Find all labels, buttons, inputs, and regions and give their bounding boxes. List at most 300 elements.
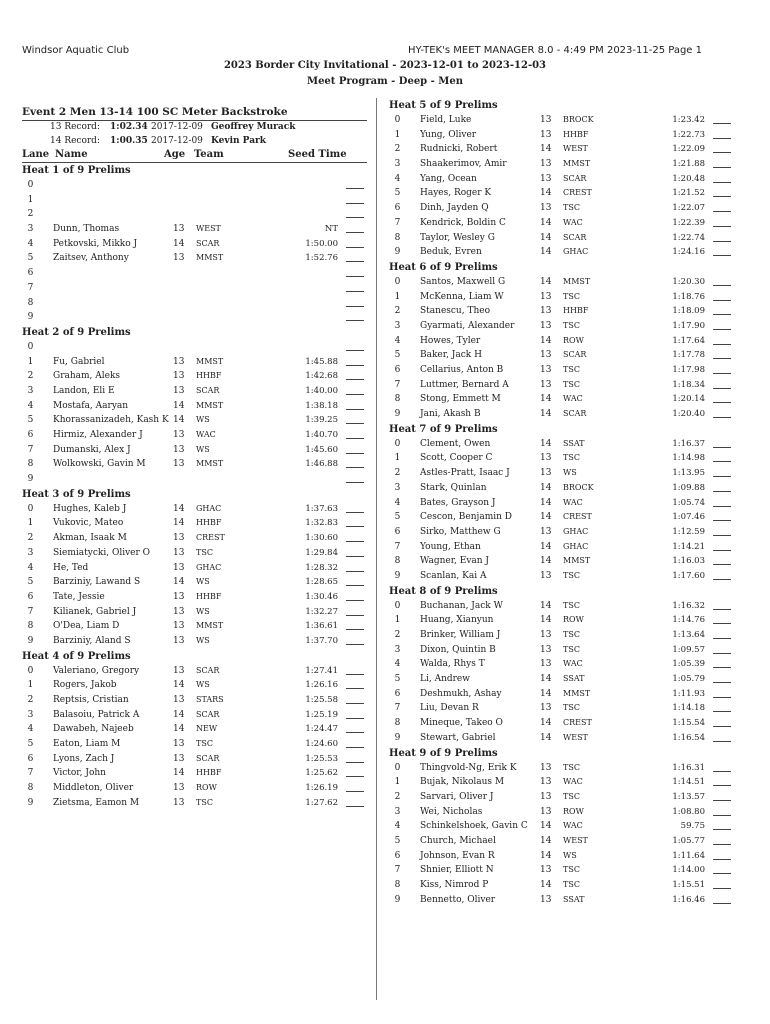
swimmer-name: Clement, Owen [420,438,491,449]
swimmer-age: 14 [540,674,552,685]
entry-row [22,693,367,708]
team-code: TSC [196,547,213,557]
seed-time: 1:14.51 [672,777,705,788]
entry-row [22,678,367,693]
swimmer-age: 14 [173,577,185,588]
swimmer-name: Schinkelshoek, Gavin C [420,821,528,832]
result-blank-line [713,226,731,227]
swimmer-name: Barziniy, Aland S [53,635,131,646]
entry-row [22,634,367,649]
swimmer-age: 13 [173,635,185,646]
team-code: WEST [563,732,588,742]
team-code: WS [196,606,210,616]
seed-time: 1:42.68 [305,371,338,382]
swimmer-name: Akman, Isaak M [53,533,127,544]
entry-row [22,251,367,266]
seed-time: 1:25.58 [305,695,338,705]
result-blank-line [713,623,731,624]
team-code: SCAR [563,173,587,183]
entry-row [389,716,734,731]
lane-number: 9 [394,570,401,581]
team-code: WS [563,850,577,860]
entry-row [389,687,734,702]
swimmer-name: Li, Andrew [420,674,470,685]
result-blank-line [713,138,731,139]
entry-row [389,319,734,334]
result-blank-line [346,482,364,483]
swimmer-name: Yang, Ocean [420,173,477,184]
team-code: WEST [563,144,588,154]
swimmer-age: 14 [173,680,185,691]
seed-time: 1:30.60 [305,533,338,544]
result-blank-line [713,564,731,565]
result-blank-line [713,682,731,683]
program-title: Meet Program - Deep - Men [307,76,463,87]
swimmer-age: 13 [540,630,552,640]
team-code: MMST [196,621,224,631]
team-code: TSC [563,865,580,875]
seed-time: 1:26.19 [305,783,338,794]
heat-title: Heat 8 of 9 Prelims [389,585,498,597]
result-blank-line [346,291,364,292]
swimmer-age: 14 [540,188,552,199]
team-code: HHBF [563,306,589,316]
entry-row [389,231,734,246]
entry-row [389,348,734,363]
swimmer-name: Sarvari, Oliver J [420,791,494,802]
swimmer-age: 14 [540,732,552,743]
swimmer-name: Beduk, Evren [420,247,482,258]
swimmer-age: 13 [173,606,185,617]
seed-time: 1:17.90 [672,320,705,331]
seed-time: 1:29.84 [305,547,338,558]
team-code: BROCK [563,482,594,492]
swimmer-name: Bujak, Nikolaus M [420,777,505,788]
team-code: SCAR [196,753,220,763]
swimmer-name: Zaitsev, Anthony [53,253,129,264]
swimmer-age: 13 [173,533,185,544]
entry-row [389,701,734,716]
seed-time: 1:40.70 [305,430,338,440]
team-code: ROW [563,806,584,816]
swimmer-age: 13 [540,526,552,537]
club-name: Windsor Aquatic Club [22,45,130,56]
lane-number: 6 [27,591,34,602]
swimmer-name: Shaakerimov, Amir [420,159,507,170]
lane-number: 0 [394,600,401,611]
swimmer-name: Wagner, Evan J [420,556,490,567]
swimmer-name: Dumanski, Alex J [53,444,131,455]
team-code: ROW [563,335,584,345]
lane-number: 1 [394,615,401,626]
lane-number: 7 [394,379,401,390]
swimmer-age: 14 [173,518,185,529]
swimmer-age: 13 [173,621,185,632]
left-heats [22,163,367,811]
swimmer-age: 14 [540,335,552,346]
swimmer-age: 13 [173,591,185,602]
seed-time: 1:15.51 [672,880,705,890]
team-code: WAC [563,659,583,669]
heat-title: Heat 1 of 9 Prelims [22,165,131,176]
lane-number: 7 [27,768,34,779]
result-blank-line [713,697,731,698]
lane-number: 9 [394,409,401,420]
result-blank-line [346,247,364,248]
lane-number: 6 [27,430,34,440]
result-blank-line [346,585,364,586]
lane-number: 9 [27,474,34,485]
swimmer-name: Young, Ethan [420,541,481,552]
lane-number: 6 [394,203,401,214]
swimmer-age: 13 [173,783,185,794]
seed-time: 1:30.46 [305,591,338,602]
swimmer-name: Taylor, Wesley G [420,232,495,243]
team-code: STARS [196,695,224,704]
team-code: HHBF [196,371,222,381]
heat-title: Heat 2 of 9 Prelims [22,326,131,338]
seed-time: 1:22.07 [672,203,705,214]
team-code: WS [196,415,210,425]
team-code: TSC [563,880,580,889]
swimmer-name: Santos, Maxwell G [420,276,506,287]
swimmer-name: Siemiatycki, Oliver O [53,547,151,558]
swimmer-age: 14 [540,276,552,287]
swimmer-age: 13 [173,695,185,705]
swimmer-age: 13 [540,320,552,331]
swimmer-name: Dawabeh, Najeeb [53,724,134,735]
event-title: Event 2 Men 13-14 100 SC Meter Backstroke [22,106,367,121]
swimmer-name: Dinh, Jayden Q [420,203,489,214]
heat-title: Heat 5 of 9 Prelims [389,100,498,111]
entry-row [389,805,734,820]
seed-time: 1:13.57 [672,791,705,802]
team-code: TSC [563,570,580,580]
entry-row [389,275,734,290]
entry-row [22,722,367,737]
header-team: Team [194,149,224,160]
result-blank-line [346,644,364,645]
entry-row [389,157,734,172]
result-blank-line [346,438,364,439]
entry-row [389,863,734,878]
lane-number: 4 [394,173,401,184]
result-blank-line [713,196,731,197]
entry-row [22,664,367,679]
entry-row [22,340,367,355]
lane-number: 3 [27,547,34,558]
lane-number: 1 [394,453,401,464]
entry-row [389,849,734,864]
lane-number: 7 [27,444,34,455]
swimmer-age: 13 [173,739,185,750]
lane-number: 7 [27,606,34,617]
result-blank-line [346,703,364,704]
swimmer-name: Reptsis, Cristian [53,695,129,705]
swimmer-name: Rudnicki, Robert [420,144,498,155]
record-date: 2017-12-09 [151,122,203,132]
team-code: MMST [196,400,224,410]
lane-number: 5 [394,835,401,846]
result-blank-line [346,188,364,189]
record-row [22,135,367,149]
team-code: SSAT [563,894,585,904]
lane-number: 0 [27,180,34,190]
lane-number: 3 [394,159,401,170]
team-code: CREST [563,188,592,198]
result-blank-line [346,629,364,630]
result-blank-line [713,344,731,345]
swimmer-age: 13 [540,453,552,464]
lane-number: 7 [394,217,401,228]
swimmer-name: Luttmer, Bernard A [420,379,509,390]
seed-time: 1:18.34 [672,379,705,390]
entry-row [389,334,734,349]
swimmer-name: He, Ted [53,562,89,573]
swimmer-age: 14 [540,144,552,155]
swimmer-age: 13 [173,385,185,396]
swimmer-age: 14 [173,768,185,779]
entry-row [389,790,734,805]
swimmer-age: 13 [540,173,552,184]
seed-time: 1:16.37 [672,438,705,449]
result-blank-line [713,402,731,403]
seed-time: 1:14.18 [672,703,705,714]
team-code: CREST [563,718,592,728]
team-code: SCAR [196,385,220,395]
swimmer-name: Kilianek, Gabriel J [53,606,137,617]
swimmer-age: 14 [173,415,185,426]
entry-row [389,496,734,511]
swimmer-name: Petkovski, Mikko J [53,238,138,249]
team-code: TSC [563,203,580,213]
seed-time: 1:20.14 [672,394,705,405]
swimmer-age: 14 [173,400,185,411]
right-heats [389,98,734,907]
entry-row [389,628,734,643]
team-code: WAC [196,430,216,439]
team-code: SCAR [196,709,220,719]
swimmer-age: 14 [540,821,552,832]
entry-row [22,531,367,546]
team-code: MMST [196,356,224,366]
result-blank-line [346,453,364,454]
result-blank-line [713,314,731,315]
result-blank-line [713,447,731,448]
lane-number: 3 [27,385,34,396]
result-blank-line [346,409,364,410]
swimmer-age: 13 [173,253,185,264]
swimmer-name: O'Dea, Liam D [53,621,120,632]
lane-number: 6 [394,850,401,861]
team-code: MMST [196,253,224,263]
seed-time: 1:05.39 [672,659,705,670]
team-code: TSC [563,365,580,374]
swimmer-age: 14 [173,503,185,514]
entry-row [389,363,734,378]
right-column [389,98,734,907]
header-seed: Seed Time [288,149,347,160]
seed-time: 1:13.64 [672,630,705,640]
team-code: SCAR [196,238,220,248]
lane-number: 1 [394,291,401,302]
swimmer-name: Wolkowski, Gavin M [53,459,146,470]
seed-time: 1:22.74 [672,232,705,243]
seed-time: 1:17.60 [672,570,705,581]
seed-time: 1:24.16 [672,247,705,258]
swimmer-name: Hirmiz, Alexander J [53,430,143,440]
entry-row [22,207,367,222]
entry-row [22,222,367,237]
swimmer-name: Bates, Grayson J [420,497,496,508]
swimmer-age: 13 [540,159,552,170]
result-blank-line [713,329,731,330]
result-blank-line [346,718,364,719]
swimmer-name: Tate, Jessie [53,591,105,602]
result-blank-line [713,711,731,712]
swimmer-age: 13 [173,459,185,470]
lane-number: 2 [27,533,34,544]
seed-time: 1:37.63 [305,503,338,514]
result-blank-line [713,167,731,168]
result-blank-line [346,394,364,395]
entry-row [389,672,734,687]
result-blank-line [713,535,731,536]
swimmer-name: Kendrick, Boldin C [420,217,506,228]
entry-row [22,178,367,193]
result-blank-line [713,358,731,359]
lane-number: 2 [394,306,401,317]
seed-time: 1:09.88 [672,482,705,493]
entry-row [389,172,734,187]
entry-row [22,443,367,458]
team-code: TSC [563,703,580,713]
entry-row [22,752,367,767]
team-code: BROCK [563,115,594,124]
swimmer-name: Vukovic, Mateo [53,518,124,529]
team-code: WS [196,577,210,587]
lane-number: 8 [394,880,401,890]
result-blank-line [713,255,731,256]
lane-number: 5 [27,577,34,588]
entry-row [389,657,734,672]
swimmer-age: 14 [540,409,552,420]
swimmer-name: Eaton, Liam M [53,739,121,750]
entry-row [389,893,734,908]
team-code: TSC [563,644,580,654]
header-lane: Lane [22,149,50,160]
swimmer-age: 14 [540,688,552,699]
seed-time: 1:16.54 [672,732,705,743]
lane-number: 8 [27,459,34,470]
result-blank-line [346,674,364,675]
lane-number: 8 [394,718,401,729]
swimmer-name: Hughes, Kaleb J [53,503,127,514]
entry-row [389,186,734,201]
lane-number: 7 [394,703,401,714]
swimmer-name: Rogers, Jakob [53,680,117,691]
team-code: TSC [563,291,580,301]
entry-row [389,540,734,555]
result-blank-line [346,688,364,689]
swimmer-age: 14 [540,394,552,405]
lane-number: 0 [27,503,34,514]
swimmer-name: Huang, Xianyun [420,615,494,626]
seed-time: 1:52.76 [305,253,338,264]
heat-title: Heat 7 of 9 Prelims [389,423,498,435]
team-code: WAC [563,821,583,831]
entry-row [22,457,367,472]
swimmer-age: 13 [540,791,552,802]
result-blank-line [713,829,731,830]
swimmer-age: 13 [540,468,552,479]
seed-time: 1:18.09 [672,306,705,317]
swimmer-name: Middleton, Oliver [53,783,134,794]
entry-row [389,613,734,628]
entry-row [22,237,367,252]
entry-row [22,428,367,443]
result-blank-line [713,653,731,654]
swimmer-age: 13 [540,306,552,317]
team-code: WEST [563,835,588,845]
team-code: WS [196,444,210,454]
lane-number: 8 [394,394,401,405]
entry-row [22,369,367,384]
entry-row [389,510,734,525]
record-holder: Geoffrey Murack [211,122,296,132]
seed-time: 1:20.40 [672,409,705,420]
result-blank-line [713,638,731,639]
entry-row [22,516,367,531]
lane-number: 0 [27,665,34,676]
team-code: MMST [563,159,591,169]
entry-row [389,878,734,893]
seed-time: 1:21.52 [672,188,705,199]
entry-row [22,561,367,576]
seed-time: 1:32.83 [305,518,338,529]
swimmer-name: Graham, Aleks [53,371,121,382]
result-blank-line [713,476,731,477]
swimmer-age: 13 [173,430,185,440]
lane-number: 8 [27,621,34,632]
result-blank-line [346,762,364,763]
swimmer-name: Mostafa, Aaryan [53,400,129,411]
lane-number: 2 [394,468,401,479]
result-blank-line [713,285,731,286]
result-blank-line [346,556,364,557]
team-code: MMST [196,459,224,469]
swimmer-name: Field, Luke [420,115,472,125]
seed-time: 1:05.77 [672,835,705,846]
entry-row [389,761,734,776]
seed-time: 1:24.60 [305,739,338,750]
result-blank-line [346,350,364,351]
swimmer-age: 14 [540,232,552,243]
swimmer-age: 13 [173,371,185,382]
swimmer-age: 14 [540,880,552,890]
column-headers [22,149,367,163]
swimmer-age: 14 [540,850,552,861]
entry-row [22,296,367,311]
team-code: MMST [563,556,591,566]
swimmer-name: Baker, Jack H [420,350,482,361]
team-code: TSC [196,739,213,749]
entry-row [22,605,367,620]
lane-number: 1 [394,777,401,788]
result-blank-line [713,903,731,904]
swimmer-name: Cescon, Benjamin D [420,512,512,523]
swimmer-age: 13 [540,291,552,302]
